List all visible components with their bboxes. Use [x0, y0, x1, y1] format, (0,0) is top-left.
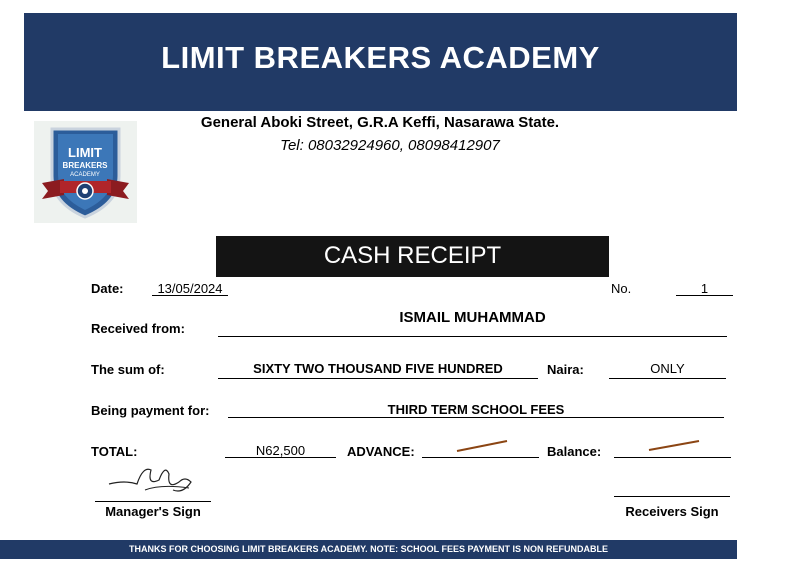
balance-label: Balance: [547, 444, 602, 459]
received-from-underline [218, 336, 727, 337]
receivers-sign-line [614, 496, 730, 497]
received-from-label: Received from: [91, 321, 185, 336]
balance-dash-mark [647, 438, 702, 454]
receipt-title: CASH RECEIPT [323, 242, 502, 269]
number-underline [676, 295, 733, 296]
received-from-value: ISMAIL MUHAMMAD [399, 309, 546, 326]
academy-logo [34, 121, 137, 223]
payment-value: THIRD TERM SCHOOL FEES [387, 402, 565, 417]
payment-underline [228, 417, 724, 418]
receipt-number: 1 [700, 281, 709, 296]
advance-dash-mark [455, 438, 510, 454]
sum-value: SIXTY TWO THOUSAND FIVE HUNDRED [253, 361, 503, 376]
total-value: N62,500 [255, 443, 306, 458]
logo-line1: LIMIT [68, 145, 102, 160]
academy-address: General Aboki Street, G.R.A Keffi, Nasarawa State. [200, 114, 560, 131]
advance-label: ADVANCE: [347, 444, 415, 459]
academy-title: LIMIT BREAKERS ACADEMY [161, 40, 600, 75]
footer-note: THANKS FOR CHOOSING LIMIT BREAKERS ACADEMY. NOTE: SCHOOL FEES PAYMENT IS NON REFUNDABLE [128, 544, 609, 554]
academy-telephone: Tel: 08032924960, 08098412907 [280, 137, 500, 154]
date-label: Date: [91, 281, 124, 296]
naira-label: Naira: [547, 362, 584, 377]
balance-underline [614, 457, 731, 458]
naira-underline [609, 378, 726, 379]
shield-logo-icon [34, 121, 137, 223]
date-value: 13/05/2024 [157, 281, 223, 296]
total-underline [225, 457, 336, 458]
payment-label: Being payment for: [91, 403, 210, 418]
total-label: TOTAL: [91, 444, 138, 459]
logo-line2: BREAKERS [62, 161, 108, 170]
naira-value: ONLY [650, 361, 685, 376]
manager-sign-label: Manager's Sign [105, 504, 201, 519]
number-label: No. [611, 281, 632, 296]
receivers-sign-label: Receivers Sign [625, 504, 719, 519]
date-underline [152, 295, 228, 296]
sum-underline [218, 378, 538, 379]
sum-label: The sum of: [91, 362, 165, 377]
manager-sign-line [95, 501, 211, 502]
logo-line3: ACADEMY [70, 172, 100, 178]
advance-underline [422, 457, 539, 458]
manager-signature [105, 460, 200, 498]
